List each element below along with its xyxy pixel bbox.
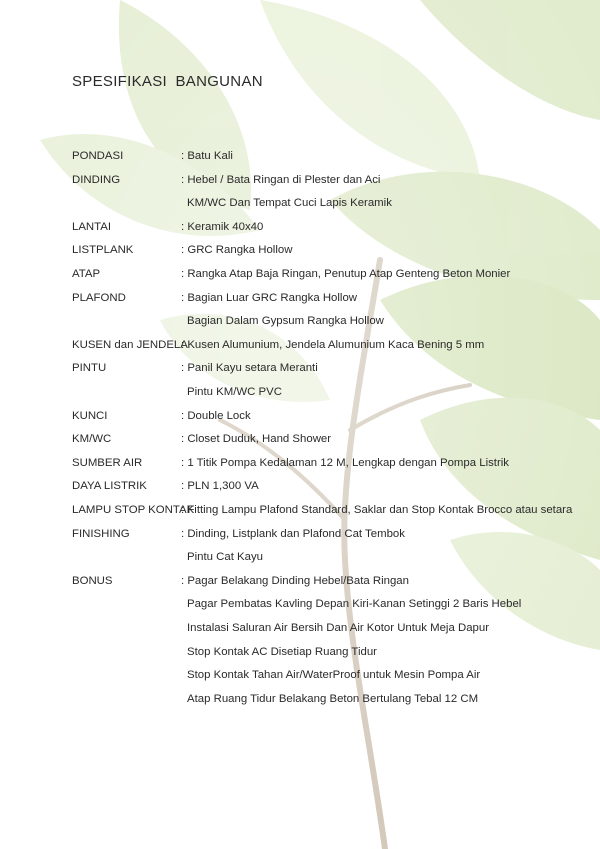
spec-row: [0, 240, 600, 260]
spec-value: Stop Kontak AC Disetiap Ruang Tidur: [187, 645, 377, 658]
spec-value: Pagar Pembatas Kavling Depan Kiri-Kanan Setinggi 2 Baris Hebel: [187, 598, 522, 611]
spec-label: DINDING: [72, 173, 121, 186]
spec-value: Pintu Cat Kayu: [187, 551, 263, 564]
spec-row: [0, 288, 600, 308]
spec-value: : PLN 1,300 VA: [181, 480, 259, 493]
spec-row: [0, 406, 600, 426]
spec-row: [0, 524, 600, 544]
spec-label: KUSEN dan JENDELA: [72, 338, 188, 351]
spec-label: LISTPLANK: [72, 244, 134, 257]
spec-row: [0, 665, 600, 685]
spec-value: KM/WC Dan Tempat Cuci Lapis Keramik: [187, 197, 392, 210]
spec-label: PLAFOND: [72, 291, 126, 304]
spec-value: : Rangka Atap Baja Ringan, Penutup Atap Genteng Beton Monier: [181, 268, 511, 280]
page-title: SPESIFIKASI BANGUNAN: [72, 73, 263, 90]
spec-value: : Kusen Alumunium, Jendela Alumunium Kaca Bening 5 mm: [181, 338, 485, 351]
spec-row: [0, 429, 600, 449]
spec-value: Pintu KM/WC PVC: [187, 386, 282, 398]
spec-label: KM/WC: [72, 433, 112, 446]
spec-row: [0, 594, 600, 614]
spec-value: Stop Kontak Tahan Air/WaterProof untuk Mesin Pompa Air: [187, 669, 481, 682]
spec-value: Atap Ruang Tidur Belakang Beton Bertulang Tebal 12 CM: [187, 692, 479, 705]
spec-row: [0, 476, 600, 496]
spec-value: : Pagar Belakang Dinding Hebel/Bata Ringan: [181, 574, 409, 587]
spec-row: [0, 193, 600, 213]
spec-label: SUMBER AIR: [72, 456, 143, 469]
spec-row: [0, 453, 600, 473]
spec-value: : Dinding, Listplank dan Plafond Cat Tembok: [181, 527, 405, 540]
spec-row: [0, 689, 600, 709]
spec-label: PINTU: [72, 362, 107, 375]
spec-row: [0, 311, 600, 331]
spec-value: : Hebel / Bata Ringan di Plester dan Aci: [181, 173, 381, 186]
spec-value: : Fitting Lampu Plafond Standard, Saklar dan Stop Kontak Brocco atau setara: [181, 504, 573, 516]
spec-row: [0, 358, 600, 378]
spec-row: [0, 146, 600, 166]
spec-row: [0, 547, 600, 567]
spec-row: [0, 335, 600, 355]
spec-value: : Closet Duduk, Hand Shower: [181, 433, 332, 446]
spec-value: : Double Lock: [181, 409, 251, 422]
spec-label: LAMPU STOP KONTAK: [72, 504, 195, 516]
spec-label: PONDASI: [72, 150, 124, 162]
spec-value: : Batu Kali: [181, 150, 233, 162]
spec-row: [0, 217, 600, 237]
spec-value: Instalasi Saluran Air Bersih Dan Air Kotor Untuk Meja Dapur: [187, 622, 489, 634]
spec-label: BONUS: [72, 574, 113, 587]
spec-label: LANTAI: [72, 220, 112, 233]
spec-row: [0, 170, 600, 190]
spec-value: : GRC Rangka Hollow: [181, 244, 293, 257]
spec-row: [0, 382, 600, 402]
spec-row: [0, 500, 600, 520]
spec-value: : Keramik 40x40: [181, 220, 264, 233]
spec-value: Bagian Dalam Gypsum Rangka Hollow: [187, 315, 384, 328]
spec-value: : 1 Titik Pompa Kedalaman 12 M, Lengkap dengan Pompa Listrik: [181, 456, 509, 469]
spec-row: [0, 618, 600, 638]
spec-row: [0, 571, 600, 591]
spec-label: KUNCI: [72, 409, 108, 422]
spec-value: : Panil Kayu setara Meranti: [181, 362, 318, 375]
spec-row: [0, 264, 600, 284]
spec-label: DAYA LISTRIK: [72, 480, 147, 493]
spec-label: ATAP: [72, 268, 101, 280]
spec-label: FINISHING: [72, 527, 130, 540]
spec-value: : Bagian Luar GRC Rangka Hollow: [181, 291, 358, 304]
spec-row: [0, 642, 600, 662]
